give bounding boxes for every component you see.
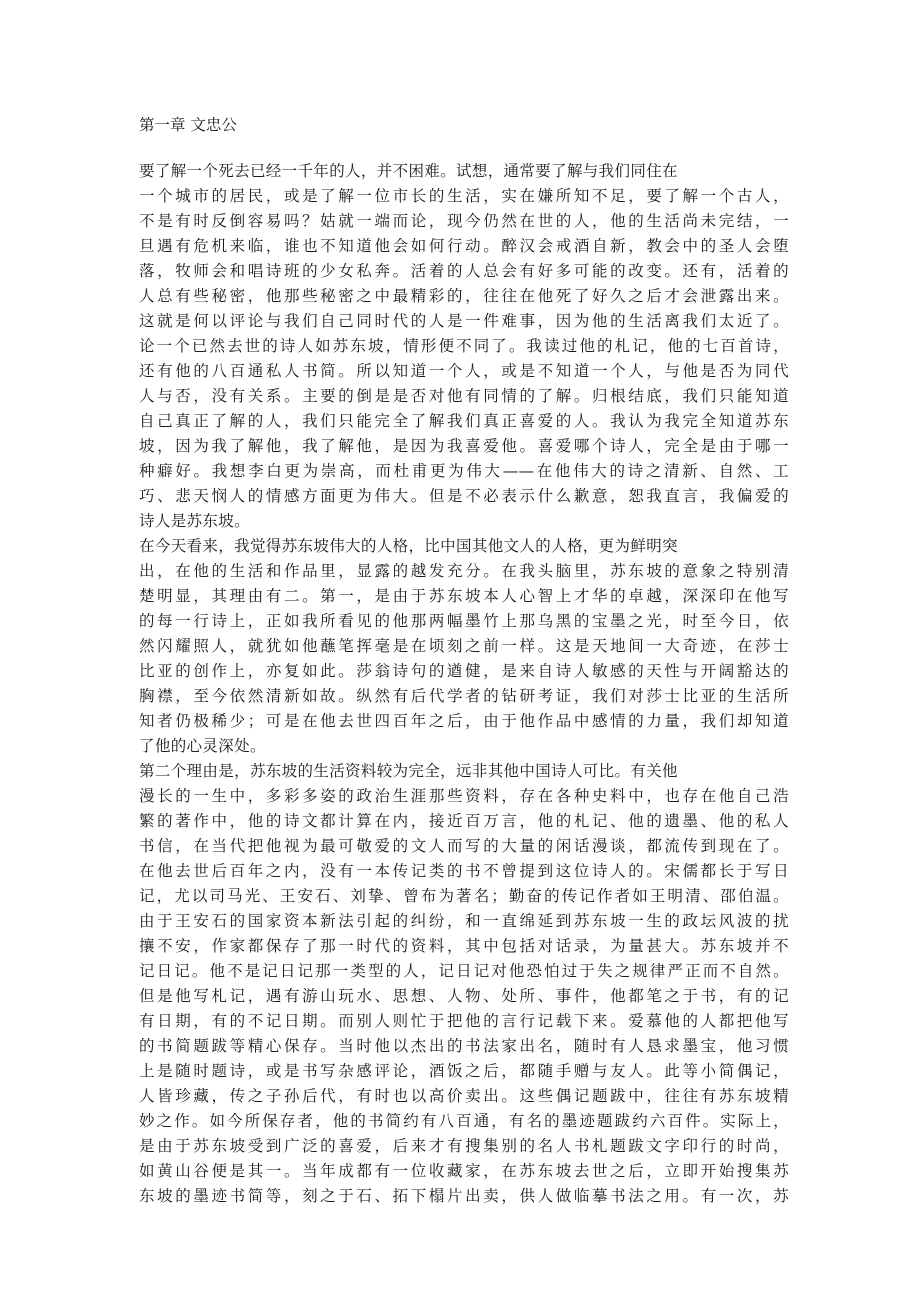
text-line: 种癖好。我想李白更为崇高，而杜甫更为伟大——在他伟大的诗之清新、自然、工 [139, 462, 789, 480]
text-line: 然闪耀照人，就犹如他蘸笔挥毫是在顷刻之前一样。这是天地间一大奇迹，在莎士 [139, 637, 789, 655]
text-line: 书信，在当代把他视为最可敬爱的文人而写的大量的闲话漫谈，都流传到现在了。 [139, 837, 789, 855]
text-line: 由于王安石的国家资本新法引起的纠纷，和一直绵延到苏东坡一生的政坛风波的扰 [139, 912, 789, 930]
text-line: 诗人是苏东坡。 [139, 512, 250, 530]
text-line: 有日期，有的不记日期。而别人则忙于把他的言行记载下来。爱慕他的人都把他写 [139, 1012, 789, 1030]
text-line: 胸襟，至今依然清新如故。纵然有后代学者的钻研考证，我们对莎士比亚的生活所 [139, 687, 789, 705]
text-line: 出，在他的生活和作品里，显露的越发充分。在我头脑里，苏东坡的意象之特别清 [139, 562, 789, 580]
text-line: 人总有些秘密，他那些秘密之中最精彩的，往往在他死了好久之后才会泄露出来。 [139, 287, 789, 305]
text-line: 楚明显，其理由有二。第一，是由于苏东坡本人心智上才华的卓越，深深印在他写 [139, 587, 789, 605]
text-line: 了他的心灵深处。 [139, 737, 266, 755]
body-text [139, 159, 789, 1209]
text-line: 旦遇有危机来临，谁也不知道他会如何行动。醉汉会戒酒自新，教会中的圣人会堕 [139, 237, 789, 255]
text-line: 攘不安，作家都保存了那一时代的资料，其中包括对话录，为量甚大。苏东坡并不 [139, 937, 789, 955]
text-line: 漫长的一生中，多彩多姿的政治生涯那些资料，存在各种史料中，也存在他自己浩 [139, 787, 789, 805]
text-line: 上是随时题诗，或是书写杂感评论，酒饭之后，都随手赠与友人。此等小简偶记， [139, 1062, 789, 1080]
text-line: 比亚的创作上，亦复如此。莎翁诗句的遒健，是来自诗人敏感的天性与开阔豁达的 [139, 662, 789, 680]
text-line: 知者仍极稀少；可是在他去世四百年之后，由于他作品中感情的力量，我们却知道 [139, 712, 789, 730]
text-line: 还有他的八百通私人书简。所以知道一个人，或是不知道一个人，与他是否为同代 [139, 362, 789, 380]
text-line: 在他去世后百年之内，没有一本传记类的书不曾提到这位诗人的。宋儒都长于写日 [139, 862, 789, 880]
text-line: 人与否，没有关系。主要的倒是是否对他有同情的了解。归根结底，我们只能知道 [139, 387, 789, 405]
text-line: 要了解一个死去已经一千年的人，并不困难。试想，通常要了解与我们同住在 [139, 162, 678, 180]
text-line: 妙之作。如今所保存者，他的书简约有八百通，有名的墨迹题跋约六百件。实际上， [139, 1112, 789, 1130]
text-line: 不是有时反倒容易吗？姑就一端而论，现今仍然在世的人，他的生活尚未完结，一 [139, 212, 789, 230]
text-line: 这就是何以评论与我们自己同时代的人是一件难事，因为他的生活离我们太近了。 [139, 312, 789, 330]
chapter-title: 第一章 文忠公 [139, 116, 237, 134]
text-line: 记日记。他不是记日记那一类型的人，记日记对他恐怕过于失之规律严正而不自然。 [139, 962, 789, 980]
text-line: 繁的著作中，他的诗文都计算在内，接近百万言，他的札记、他的遗墨、他的私人 [139, 812, 789, 830]
text-line: 人皆珍藏，传之子孙后代，有时也以高价卖出。这些偶记题跋中，往往有苏东坡精 [139, 1087, 789, 1105]
text-line: 一个城市的居民，或是了解一位市长的生活，实在嫌所知不足，要了解一个古人， [139, 187, 789, 205]
text-line: 自己真正了解的人，我们只能完全了解我们真正喜爱的人。我认为我完全知道苏东 [139, 412, 789, 430]
text-line: 记，尤以司马光、王安石、刘挚、曾布为著名；勤奋的传记作者如王明清、邵伯温。 [139, 887, 789, 905]
text-line: 落，牧师会和唱诗班的少女私奔。活着的人总会有好多可能的改变。还有，活着的 [139, 262, 789, 280]
text-line: 但是他写札记，遇有游山玩水、思想、人物、处所、事件，他都笔之于书，有的记 [139, 987, 789, 1005]
text-line: 论一个已然去世的诗人如苏东坡，情形便不同了。我读过他的札记，他的七百首诗， [139, 337, 789, 355]
text-line: 东坡的墨迹书简等，刻之于石、拓下榻片出卖，供人做临摹书法之用。有一次，苏 [139, 1187, 789, 1205]
text-line: 在今天看来，我觉得苏东坡伟大的人格，比中国其他文人的人格，更为鲜明突 [139, 537, 678, 555]
text-line: 坡，因为我了解他，我了解他，是因为我喜爱他。喜爱哪个诗人，完全是由于哪一 [139, 437, 789, 455]
text-line: 的书简题跋等精心保存。当时他以杰出的书法家出名，随时有人恳求墨宝，他习惯 [139, 1037, 789, 1055]
text-line: 巧、悲天悯人的情感方面更为伟大。但是不必表示什么歉意，恕我直言，我偏爱的 [139, 487, 789, 505]
text-line: 第二个理由是，苏东坡的生活资料较为完全，远非其他中国诗人可比。有关他 [139, 762, 678, 780]
text-line: 是由于苏东坡受到广泛的喜爱，后来才有搜集别的名人书札题跋文字印行的时尚， [139, 1137, 789, 1155]
text-line: 如黄山谷便是其一。当年成都有一位收藏家，在苏东坡去世之后，立即开始搜集苏 [139, 1162, 789, 1180]
text-line: 的每一行诗上，正如我所看见的他那两幅墨竹上那乌黑的宝墨之光，时至今日，依 [139, 612, 789, 630]
